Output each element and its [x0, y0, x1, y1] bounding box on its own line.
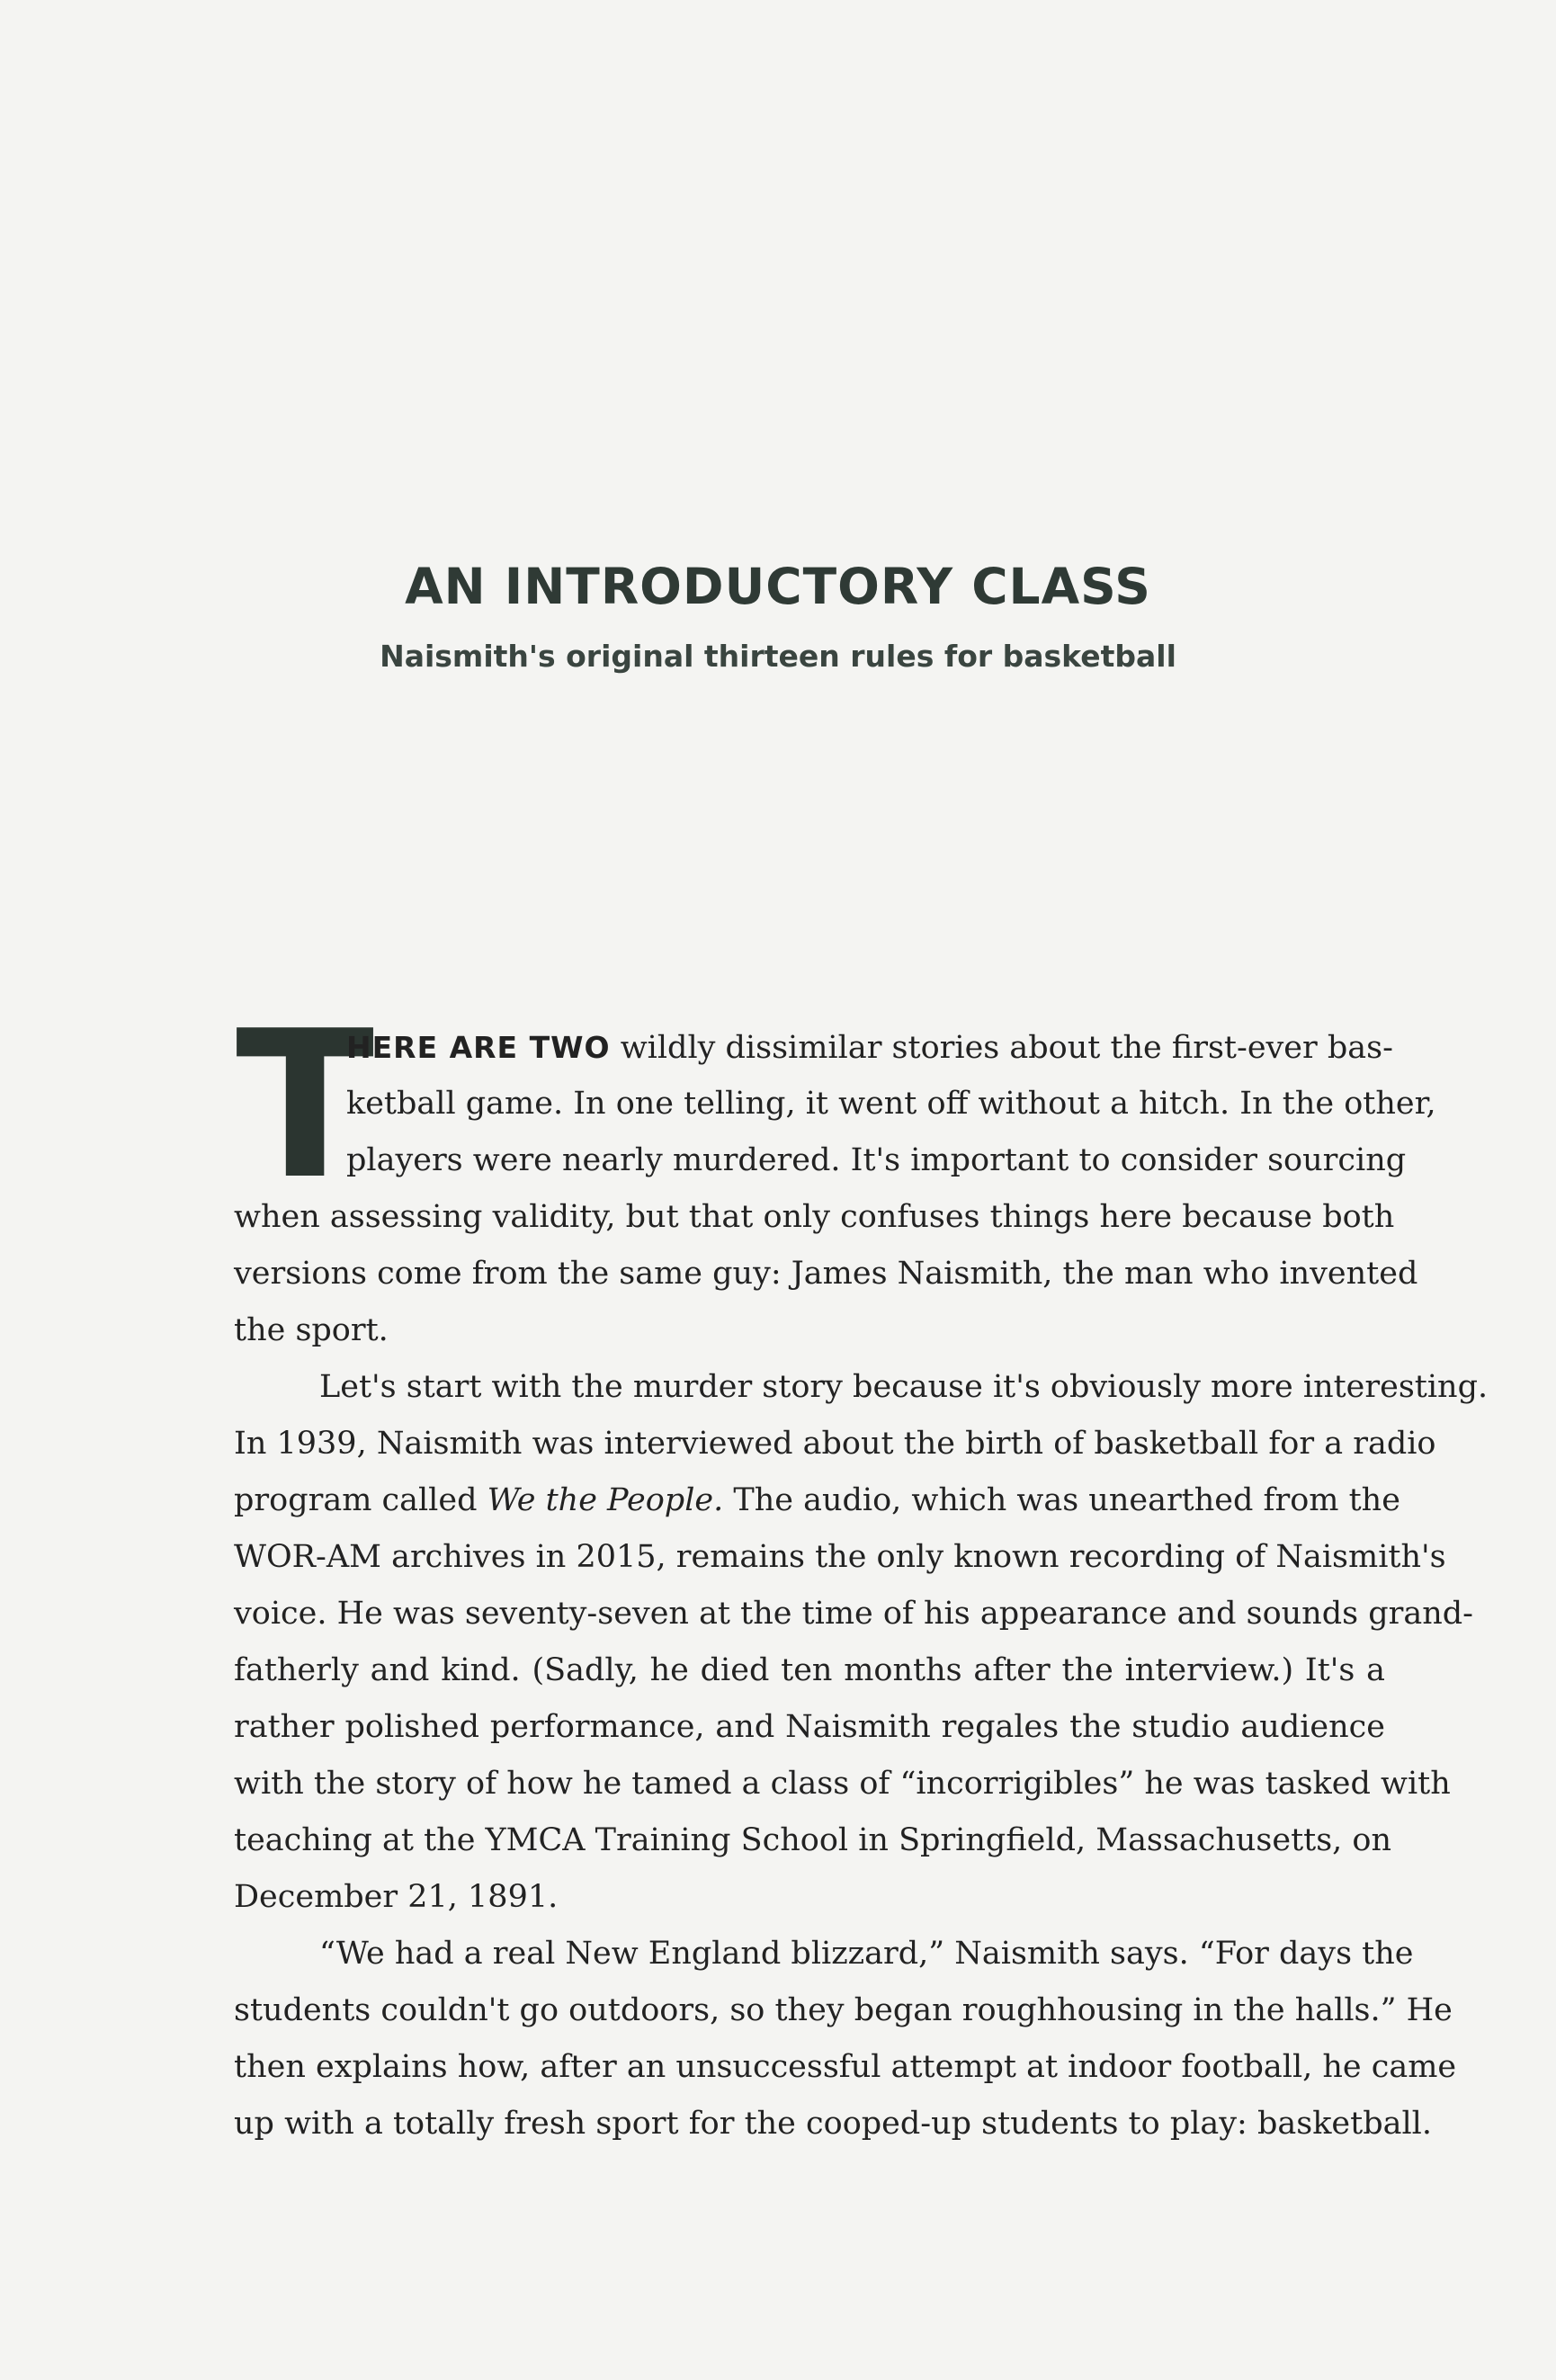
text-line: “We had a real New England blizzard,” Naismith says. “For days the: [319, 1936, 1414, 1972]
text-line: [346, 1019, 1393, 1076]
text-line: fatherly and kind. (Sadly, he died ten months after the interview.) It's a: [234, 1652, 1385, 1688]
text-line: WOR-AM archives in 2015, remains the only known recording of Naismith's: [234, 1539, 1446, 1575]
text-line: voice. He was seventy-seven at the time of his appearance and sounds grand-: [234, 1596, 1473, 1632]
text-line: players were nearly murdered. It's important to consider sourcing: [346, 1142, 1407, 1178]
text-line: In 1939, Naismith was interviewed about the birth of basketball for a radio: [234, 1426, 1436, 1462]
text-line: Let's start with the murder story because it's obviously more interesting.: [319, 1369, 1489, 1405]
drop-cap: T: [236, 988, 375, 1224]
lead-in: HERE ARE TWO: [346, 1030, 611, 1065]
body-text: [234, 988, 1489, 2152]
text-line: when assessing validity, but that only confuses things here because both: [234, 1199, 1395, 1235]
text-line: then explains how, after an unsuccessful attempt at indoor football, he came: [234, 2049, 1457, 2085]
program-title: We the People.: [487, 1482, 724, 1518]
text-line: up with a totally fresh sport for the cooped-up students to play: basketball.: [234, 2106, 1432, 2142]
text-line: [234, 1472, 1400, 1529]
text-line: rather polished performance, and Naismith regales the studio audience: [234, 1709, 1385, 1745]
text-line: December 21, 1891.: [234, 1879, 559, 1915]
text-span: The audio, which was unearthed from the: [723, 1482, 1400, 1518]
text-span: program called: [234, 1482, 487, 1518]
text-line: with the story of how he tamed a class of “incorrigibles” he was tasked with: [234, 1766, 1451, 1802]
text-line: versions come from the same guy: James Naismith, the man who invented: [234, 1256, 1418, 1292]
text-line: teaching at the YMCA Training School in Springfield, Massachusetts, on: [234, 1822, 1392, 1858]
text-line: ketball game. In one telling, it went off without a hitch. In the other,: [346, 1086, 1436, 1122]
chapter-subtitle: Naismith's original thirteen rules for basketball: [380, 639, 1176, 674]
text-line: students couldn't go outdoors, so they began roughhousing in the halls.” He: [234, 1992, 1453, 2028]
chapter-title: AN INTRODUCTORY CLASS: [405, 558, 1151, 615]
text-span: wildly dissimilar stories about the first-ever bas-: [610, 1030, 1393, 1066]
text-line: the sport.: [234, 1312, 389, 1348]
